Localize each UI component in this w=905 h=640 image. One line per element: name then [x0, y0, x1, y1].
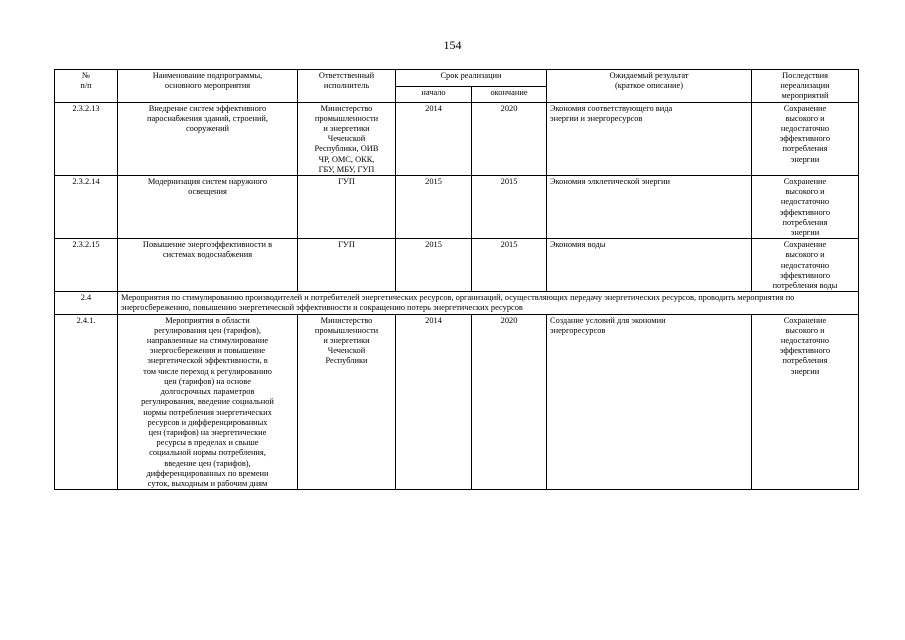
- row-start: 2015: [396, 239, 472, 292]
- row-consequences: Сохранение высокого и недостаточно эффективного потребления энергии: [752, 314, 859, 489]
- row-result: Экономия соответствующего вида энергии и энергоресурсов: [547, 102, 752, 175]
- row-result: Экономия воды: [547, 239, 752, 292]
- row-executor: ГУП: [298, 239, 396, 292]
- row-executor: Министерство промышленности и энергетики Чеченской Республики, ОИВ ЧР, ОМС, ОКК, ГБУ, МБУ, ГУП: [298, 102, 396, 175]
- row-end: 2020: [472, 102, 547, 175]
- header-row: [55, 70, 859, 87]
- page-number: 154: [443, 38, 462, 52]
- header-num: № п/п: [55, 70, 118, 103]
- table-row: [55, 176, 859, 239]
- section-num: 2.4: [55, 292, 118, 314]
- table-row: [55, 314, 859, 489]
- row-end: 2015: [472, 176, 547, 239]
- row-end: 2020: [472, 314, 547, 489]
- header-consequences: Последствия нереализации мероприятий: [752, 70, 859, 103]
- header-period: Срок реализации: [396, 70, 547, 87]
- section-row: [55, 292, 859, 314]
- section-text: Мероприятия по стимулированию производителей и потребителей энергетических ресурсов, организаций, осуществляющих передачу энергетических ресурсов, проводить мероприятия по энергосбережению, повышению энергетической эффективности и сокращению потерь энергетических ресурсов: [118, 292, 859, 314]
- row-name: Повышение энергоэффективности в системах водоснабжения: [118, 239, 298, 292]
- table-row: [55, 239, 859, 292]
- row-result: Экономия элклетической энергии: [547, 176, 752, 239]
- row-start: 2014: [396, 102, 472, 175]
- header-name: Наименование подпрограммы, основного мероприятия: [118, 70, 298, 103]
- row-num: 2.3.2.14: [55, 176, 118, 239]
- program-table: [54, 69, 859, 490]
- row-num: 2.4.1.: [55, 314, 118, 489]
- row-consequences: Сохранение высокого и недостаточно эффективного потребления воды: [752, 239, 859, 292]
- row-result: Создание условий для экономии энергоресурсов: [547, 314, 752, 489]
- row-name: Мероприятия в области регулирования цен (тарифов), направленные на стимулирование энергосбережения и повышение энергетической эффективности, в том числе переход к регулированию цен (тарифов) на основе долгосрочных параметров регулирования, введение социальной нормы потребления энергетических ресурсов и дифференцированных цен (тарифов) на энергетические ресурсы в пределах и свыше социальной нормы потребления, введение цен (тарифов), дифференцированных по времени суток, выходным и рабочим дням: [118, 314, 298, 489]
- header-result: Ожидаемый результат (краткое описание): [547, 70, 752, 103]
- row-end: 2015: [472, 239, 547, 292]
- row-name: Внедрение систем эффективного пароснабжения зданий, строений, сооружений: [118, 102, 298, 175]
- row-name: Модернизация систем наружного освещения: [118, 176, 298, 239]
- header-end: окончание: [472, 86, 547, 102]
- row-consequences: Сохранение высокого и недостаточно эффективного потребления энергии: [752, 102, 859, 175]
- row-num: 2.3.2.15: [55, 239, 118, 292]
- row-executor: Министерство промышленности и энергетики Чеченской Республики: [298, 314, 396, 489]
- header-executor: Ответственный исполнитель: [298, 70, 396, 103]
- row-start: 2014: [396, 314, 472, 489]
- row-num: 2.3.2.13: [55, 102, 118, 175]
- row-start: 2015: [396, 176, 472, 239]
- row-consequences: Сохранение высокого и недостаточно эффективного потребления энергии: [752, 176, 859, 239]
- table-row: [55, 102, 859, 175]
- header-start: начало: [396, 86, 472, 102]
- row-executor: ГУП: [298, 176, 396, 239]
